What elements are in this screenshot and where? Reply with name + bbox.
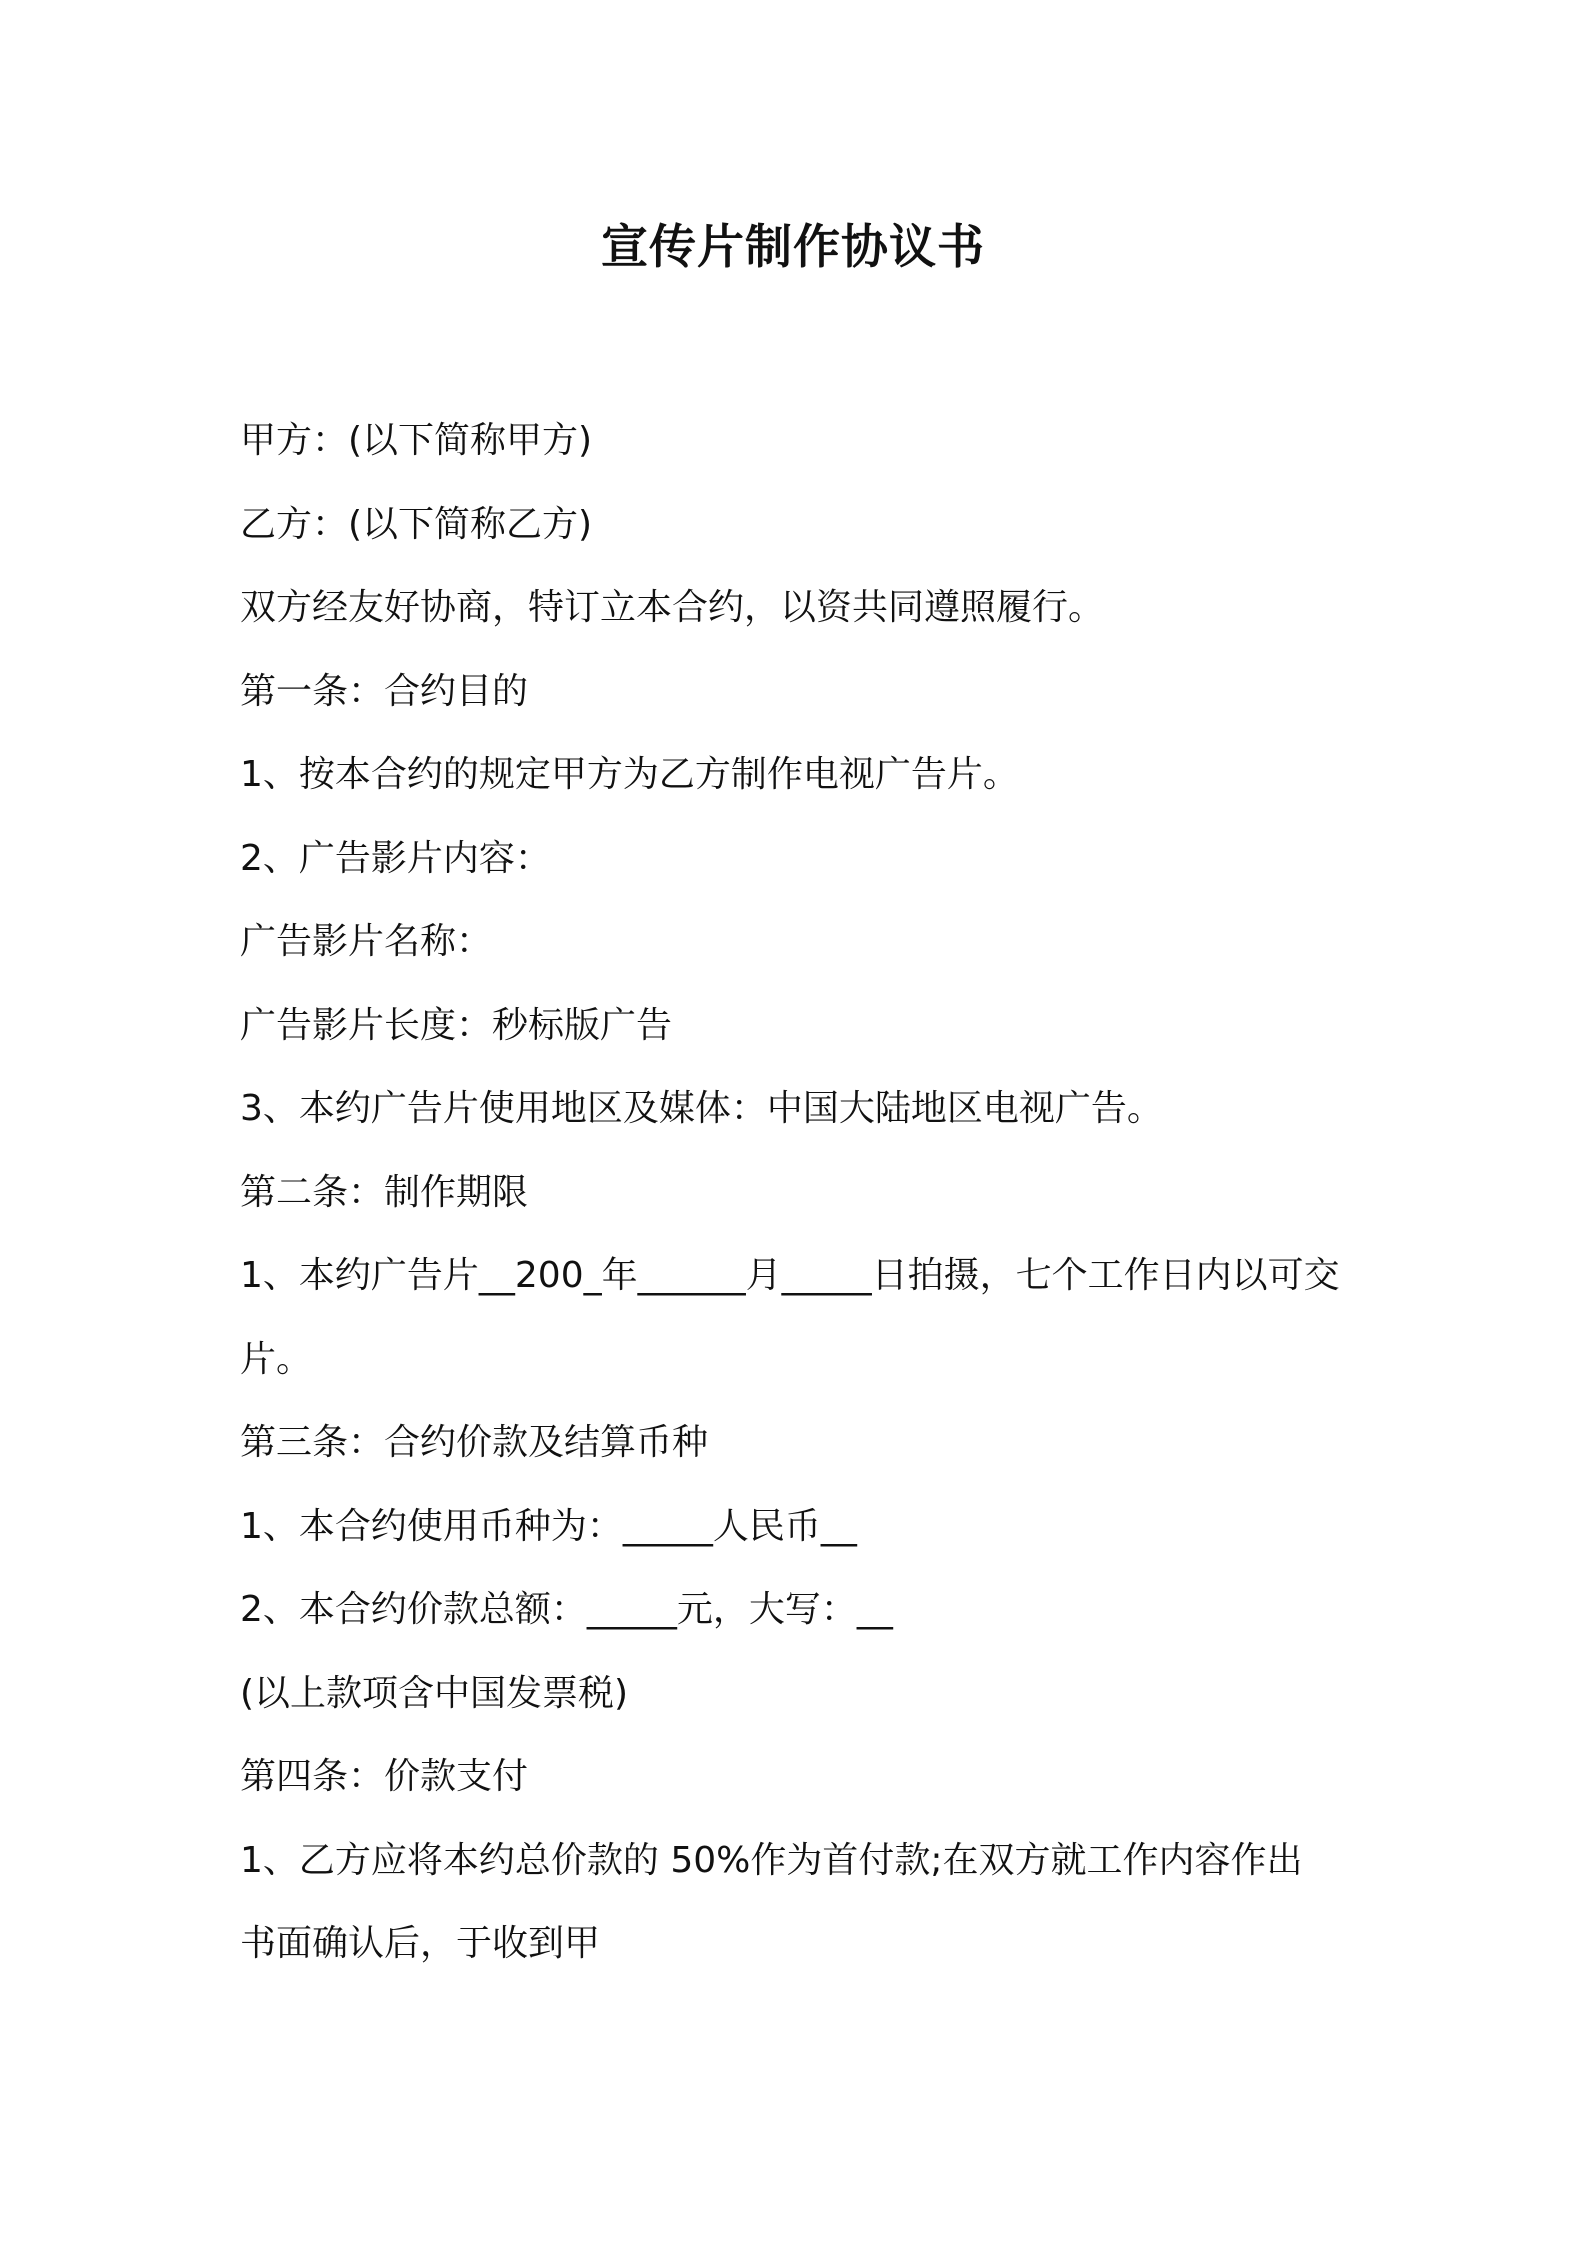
article-1-heading: 第一条：合约目的 — [240, 670, 529, 712]
article-3-clause-2: 2、本合约价款总额：_____元，大写：__ — [240, 1589, 893, 1630]
party-b-line: 乙方：(以下简称乙方) — [240, 503, 593, 545]
article-4-clause-1: 1、乙方应将本约总价款的 50%作为首付款;在双方就工作内容作出 — [240, 1839, 1303, 1881]
party-a-line: 甲方：(以下简称甲方) — [240, 420, 593, 461]
document-title: 宣传片制作协议书 — [601, 220, 985, 275]
tax-note-line: (以上款项含中国发票税) — [240, 1672, 629, 1714]
document-body — [240, 399, 1360, 1986]
article-1-clause-2: 2、广告影片内容： — [240, 837, 551, 879]
article-4-clause-1-continued: 书面确认后，于收到甲 — [240, 1923, 601, 1964]
article-3-heading: 第三条：合约价款及结算币种 — [240, 1422, 709, 1463]
ad-length-line: 广告影片长度：秒标版广告 — [240, 1004, 673, 1046]
article-3-clause-1: 1、本合约使用币种为：_____人民币__ — [240, 1505, 857, 1547]
ad-name-line: 广告影片名称： — [240, 921, 493, 962]
article-2-clause-1-continued: 片。 — [240, 1338, 313, 1380]
article-1-clause-3: 3、本约广告片使用地区及媒体：中国大陆地区电视广告。 — [240, 1088, 1163, 1129]
article-2-heading: 第二条：制作期限 — [240, 1171, 529, 1213]
article-4-heading: 第四条：价款支付 — [240, 1756, 529, 1797]
article-2-clause-1: 1、本约广告片__200_年______月_____日拍摄，七个工作日内以可交 — [240, 1255, 1340, 1296]
preamble-line: 双方经友好协商，特订立本合约，以资共同遵照履行。 — [240, 587, 1105, 628]
article-1-clause-1: 1、按本合约的规定甲方为乙方制作电视广告片。 — [240, 754, 1019, 795]
